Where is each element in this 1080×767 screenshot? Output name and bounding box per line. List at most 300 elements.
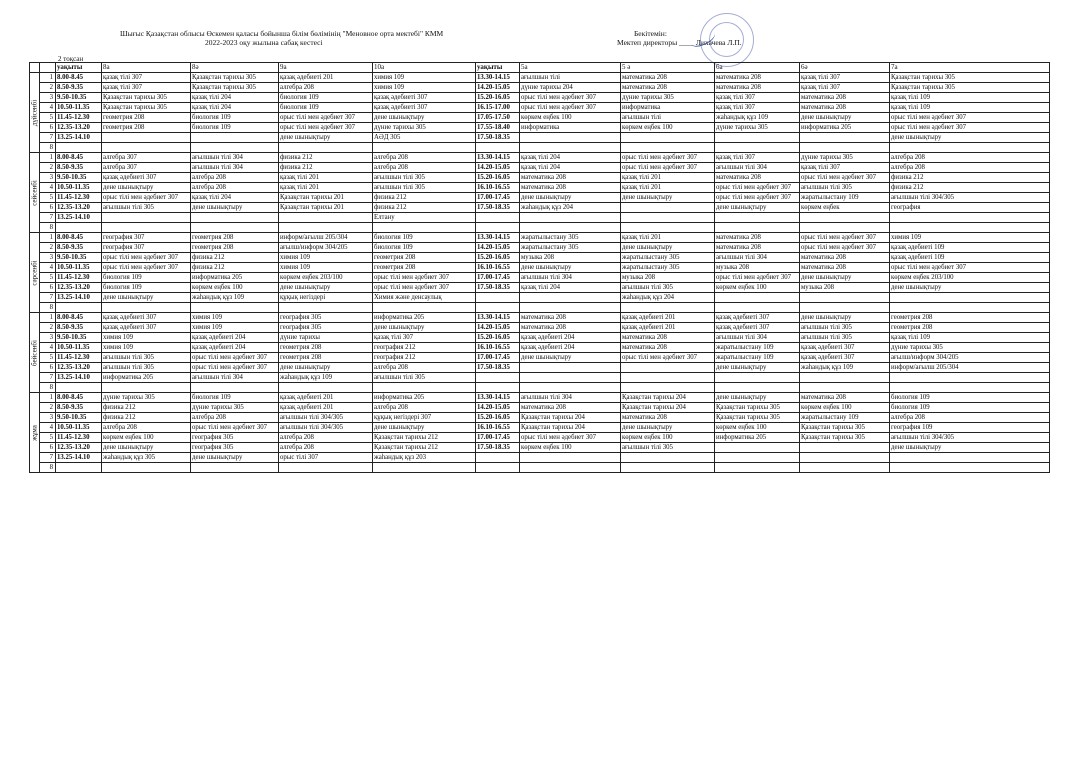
table-row — [30, 103, 1050, 113]
lesson-cell: Қазақстан тарихы 212 — [373, 443, 476, 453]
lesson-cell — [715, 143, 800, 153]
table-row — [30, 393, 1050, 403]
lesson-cell: жаһандық құз 204 — [520, 203, 621, 213]
lesson-cell: дене шынықтыру — [191, 453, 279, 463]
lesson-cell: Қазақстан тарихы 305 — [800, 433, 890, 443]
table-row — [30, 213, 1050, 223]
lesson-cell: физика 212 — [373, 193, 476, 203]
lesson-number: 8 — [40, 223, 56, 233]
lesson-cell: көркем еңбек 203/100 — [279, 273, 373, 283]
lesson-cell — [373, 143, 476, 153]
lesson-number: 5 — [40, 433, 56, 443]
day-name: дүйсенбі — [30, 99, 38, 126]
lesson-number: 2 — [40, 403, 56, 413]
table-row — [30, 293, 1050, 303]
table-row — [30, 373, 1050, 383]
time-slot-1 — [56, 143, 102, 153]
lesson-number: 3 — [40, 413, 56, 423]
lesson-cell: қазақ тілі 307 — [800, 163, 890, 173]
lesson-cell: жаратылыстану 109 — [715, 353, 800, 363]
lesson-cell: математика 208 — [800, 253, 890, 263]
lesson-cell: қазақ әдебиеті 307 — [102, 173, 191, 183]
lesson-cell: орыс тілі мен әдебиет 307 — [621, 163, 715, 173]
lesson-cell: алгебра 208 — [279, 433, 373, 443]
lesson-cell: орыс тілі мен әдебиет 307 — [191, 363, 279, 373]
lesson-cell: химия 109 — [279, 263, 373, 273]
table-row — [30, 343, 1050, 353]
lesson-number: 4 — [40, 423, 56, 433]
lesson-cell: биология 109 — [890, 393, 1050, 403]
lesson-cell: геометрия 208 — [191, 243, 279, 253]
time-slot-1: 9.50-10.35 — [56, 173, 102, 183]
lesson-cell — [800, 223, 890, 233]
lesson-cell — [715, 373, 800, 383]
lesson-cell: ағылшын тілі 304/305 — [890, 433, 1050, 443]
lesson-cell: геометрия 208 — [890, 323, 1050, 333]
table-row — [30, 83, 1050, 93]
lesson-cell: ағылшын тілі 305 — [621, 283, 715, 293]
time-slot-2: 16.15-17.00 — [476, 103, 520, 113]
time-slot-2: 15.20-16.05 — [476, 253, 520, 263]
time-slot-2: 17.00-17.45 — [476, 193, 520, 203]
lesson-cell — [621, 463, 715, 473]
lesson-cell: биология 109 — [191, 393, 279, 403]
time-slot-1: 13.25-14.10 — [56, 133, 102, 143]
lesson-number: 1 — [40, 153, 56, 163]
day-name: сәрсенбі — [30, 259, 38, 286]
header-cell-empty — [30, 63, 40, 73]
lesson-cell — [102, 303, 191, 313]
lesson-number: 1 — [40, 313, 56, 323]
table-row — [30, 363, 1050, 373]
time-slot-2: 16.10-16.55 — [476, 183, 520, 193]
lesson-cell: қазақ тілі 204 — [191, 193, 279, 203]
lesson-cell — [191, 213, 279, 223]
time-slot-1: 8.00-8.45 — [56, 393, 102, 403]
lesson-cell: алгебра 208 — [890, 413, 1050, 423]
lesson-cell: дене шынықтыру — [890, 443, 1050, 453]
time-slot-1: 8.50-9.35 — [56, 83, 102, 93]
lesson-cell: қазақ тілі 109 — [890, 93, 1050, 103]
lesson-cell: алгебра 208 — [373, 153, 476, 163]
lesson-cell: ағылшын тілі — [520, 73, 621, 83]
time-slot-2: 17.50-18.35 — [476, 283, 520, 293]
lesson-number: 2 — [40, 323, 56, 333]
lesson-cell: физика 212 — [102, 413, 191, 423]
lesson-cell: дене шынықтыру — [279, 133, 373, 143]
lesson-cell: жаһандық құз 109 — [715, 113, 800, 123]
lesson-cell: орыс тілі мен әдебиет 307 — [890, 113, 1050, 123]
lesson-cell — [191, 463, 279, 473]
column-header: 6ә — [800, 63, 890, 73]
lesson-cell: қазақ тілі 307 — [373, 333, 476, 343]
lesson-cell: ағылшын тілі 304 — [191, 153, 279, 163]
lesson-cell: дене шынықтыру — [279, 363, 373, 373]
lesson-cell: дене шынықтыру — [102, 183, 191, 193]
lesson-cell: дене шынықтыру — [520, 353, 621, 363]
lesson-cell: физика 212 — [373, 203, 476, 213]
lesson-cell: математика 208 — [520, 323, 621, 333]
table-row — [30, 263, 1050, 273]
time-slot-1: 8.00-8.45 — [56, 313, 102, 323]
time-slot-2: 15.20-16.05 — [476, 333, 520, 343]
lesson-cell: қазақ тілі 201 — [279, 173, 373, 183]
lesson-cell: қазақ әдебиеті 204 — [520, 333, 621, 343]
day-label — [30, 393, 40, 473]
lesson-cell: қазақ әдебиеті 204 — [191, 343, 279, 353]
lesson-number: 6 — [40, 123, 56, 133]
lesson-cell: қазақ әдебиеті 204 — [191, 333, 279, 343]
lesson-cell — [102, 223, 191, 233]
lesson-cell: жаратылыстану 109 — [800, 193, 890, 203]
lesson-cell — [800, 133, 890, 143]
lesson-cell: ағылшын тілі 305 — [373, 373, 476, 383]
lesson-cell: орыс тілі мен әдебиет 307 — [520, 433, 621, 443]
lesson-cell: биология 109 — [191, 113, 279, 123]
lesson-number: 2 — [40, 83, 56, 93]
lesson-cell: жаһандық құз 109 — [279, 373, 373, 383]
time-slot-2 — [476, 373, 520, 383]
lesson-cell — [800, 373, 890, 383]
lesson-cell: химия 109 — [890, 233, 1050, 243]
lesson-cell: жаһандық құз 109 — [800, 363, 890, 373]
lesson-cell — [520, 453, 621, 463]
lesson-cell — [890, 213, 1050, 223]
lesson-cell — [102, 213, 191, 223]
lesson-cell: информ/ағылш 205/304 — [279, 233, 373, 243]
table-row — [30, 333, 1050, 343]
lesson-cell — [520, 463, 621, 473]
lesson-cell: математика 208 — [800, 263, 890, 273]
lesson-cell: дене шынықтыру — [520, 193, 621, 203]
lesson-cell: дене шынықтыру — [191, 203, 279, 213]
lesson-cell: дене шынықтыру — [279, 283, 373, 293]
lesson-cell: Елтану — [373, 213, 476, 223]
time-slot-2: 17.00-17.45 — [476, 433, 520, 443]
lesson-cell: Қазақстан тарихы 305 — [800, 423, 890, 433]
lesson-number: 6 — [40, 283, 56, 293]
lesson-cell — [373, 303, 476, 313]
lesson-number: 4 — [40, 263, 56, 273]
lesson-cell: қазақ тілі 307 — [715, 153, 800, 163]
lesson-cell — [715, 133, 800, 143]
time-slot-1: 10.50-11.35 — [56, 263, 102, 273]
lesson-cell: қазақ әдебиеті 201 — [621, 313, 715, 323]
time-slot-2 — [476, 303, 520, 313]
lesson-cell: дене шынықтыру — [621, 423, 715, 433]
lesson-cell — [279, 383, 373, 393]
column-header: 8а — [102, 63, 191, 73]
time-slot-2: 13.30-14.15 — [476, 73, 520, 83]
lesson-cell: дүние тарихы 305 — [191, 403, 279, 413]
lesson-number: 8 — [40, 383, 56, 393]
lesson-cell: дүние тарихы 305 — [373, 123, 476, 133]
approve-line: Мектеп директоры ____ Лихачева Л.П. — [617, 38, 742, 47]
lesson-cell: физика 212 — [890, 173, 1050, 183]
day-name: сейсенбі — [30, 179, 38, 206]
lesson-cell: алгебра 208 — [890, 163, 1050, 173]
lesson-cell: математика 208 — [621, 413, 715, 423]
lesson-cell: информ/ағылш 205/304 — [890, 363, 1050, 373]
lesson-cell: дене шынықтыру — [890, 133, 1050, 143]
lesson-cell: география 212 — [373, 343, 476, 353]
lesson-cell — [520, 293, 621, 303]
lesson-cell: қазақ әдебиеті 201 — [279, 393, 373, 403]
lesson-cell: алгебра 208 — [890, 153, 1050, 163]
lesson-cell — [800, 213, 890, 223]
lesson-cell: жаһандық құз 203 — [373, 453, 476, 463]
lesson-cell: көркем еңбек 100 — [800, 403, 890, 413]
day-label — [30, 313, 40, 393]
time-slot-2: 14.20-15.05 — [476, 163, 520, 173]
lesson-number: 4 — [40, 183, 56, 193]
lesson-cell: Қазақстан тарихы 305 — [102, 93, 191, 103]
lesson-cell — [621, 223, 715, 233]
table-row — [30, 133, 1050, 143]
lesson-number: 3 — [40, 173, 56, 183]
lesson-cell: математика 208 — [621, 83, 715, 93]
lesson-cell: құқық негіздері 307 — [373, 413, 476, 423]
column-header: 6а — [715, 63, 800, 73]
day-name: жұма — [30, 424, 38, 441]
lesson-cell: дене шынықтыру — [800, 273, 890, 283]
time-slot-1: 8.00-8.45 — [56, 153, 102, 163]
lesson-cell: ағылшын тілі 305 — [102, 363, 191, 373]
table-header-row — [30, 63, 1050, 73]
lesson-cell — [715, 463, 800, 473]
time-slot-2 — [476, 143, 520, 153]
lesson-cell: жаратылыстану 305 — [621, 263, 715, 273]
lesson-cell — [191, 143, 279, 153]
lesson-cell: Қазақстан тарихы 212 — [373, 433, 476, 443]
lesson-cell: химия 109 — [373, 73, 476, 83]
lesson-cell: физика 212 — [890, 183, 1050, 193]
lesson-cell: орыс тілі мен әдебиет 307 — [800, 233, 890, 243]
lesson-cell: қазақ тілі 307 — [102, 83, 191, 93]
time-slot-2: 15.20-16.05 — [476, 413, 520, 423]
time-slot-1: 10.50-11.35 — [56, 103, 102, 113]
time-slot-2: 14.20-15.05 — [476, 323, 520, 333]
lesson-cell: қазақ әдебиеті 201 — [279, 403, 373, 413]
lesson-cell: ағылшын тілі 304 — [520, 273, 621, 283]
column-header: 7а — [890, 63, 1050, 73]
time-slot-2: 14.20-15.05 — [476, 243, 520, 253]
lesson-cell: география 307 — [102, 233, 191, 243]
time-slot-1: 11.45-12.30 — [56, 433, 102, 443]
lesson-cell: орыс тілі мен әдебиет 307 — [890, 263, 1050, 273]
lesson-cell: дене шынықтыру — [373, 323, 476, 333]
lesson-cell: дүние тарихы 305 — [621, 93, 715, 103]
time-slot-1: 10.50-11.35 — [56, 423, 102, 433]
lesson-cell: информатика — [621, 103, 715, 113]
lesson-cell: орыс тілі мен әдебиет 307 — [715, 193, 800, 203]
lesson-cell: информатика 205 — [102, 373, 191, 383]
table-row — [30, 73, 1050, 83]
lesson-cell: орыс тілі мен әдебиет 307 — [191, 423, 279, 433]
lesson-cell: математика 208 — [520, 313, 621, 323]
lesson-cell: орыс тілі мен әдебиет 307 — [279, 123, 373, 133]
day-name: бейсенбі — [30, 339, 38, 366]
lesson-number: 1 — [40, 233, 56, 243]
lesson-cell — [279, 143, 373, 153]
time-slot-2: 13.30-14.15 — [476, 153, 520, 163]
table-row — [30, 383, 1050, 393]
lesson-number: 8 — [40, 143, 56, 153]
lesson-cell: алгебра 208 — [373, 403, 476, 413]
time-slot-2 — [476, 213, 520, 223]
lesson-cell — [715, 213, 800, 223]
lesson-cell: геометрия 208 — [191, 233, 279, 243]
lesson-cell — [715, 443, 800, 453]
lesson-cell: жаһандық құз 109 — [191, 293, 279, 303]
lesson-cell: орыс тілі мен әдебиет 307 — [102, 253, 191, 263]
time-slot-2: 13.30-14.15 — [476, 313, 520, 323]
column-header: 5 ә — [621, 63, 715, 73]
lesson-cell: Қазақстан тарихы 305 — [715, 403, 800, 413]
lesson-cell: алгебра 208 — [279, 443, 373, 453]
lesson-cell: ағылшын тілі 305 — [800, 323, 890, 333]
lesson-cell — [520, 373, 621, 383]
lesson-number: 6 — [40, 363, 56, 373]
time-slot-1: 8.50-9.35 — [56, 243, 102, 253]
lesson-cell: информатика 205 — [191, 273, 279, 283]
day-label — [30, 153, 40, 233]
lesson-number: 5 — [40, 273, 56, 283]
lesson-cell: ағылшын тілі 304/305 — [279, 423, 373, 433]
time-slot-1 — [56, 463, 102, 473]
lesson-number: 2 — [40, 243, 56, 253]
lesson-cell: информатика 205 — [800, 123, 890, 133]
lesson-cell: геометрия 208 — [890, 313, 1050, 323]
lesson-cell: орыс тілі мен әдебиет 307 — [621, 353, 715, 363]
lesson-cell — [102, 133, 191, 143]
time-slot-1: 13.25-14.10 — [56, 213, 102, 223]
lesson-number: 7 — [40, 213, 56, 223]
lesson-cell — [800, 303, 890, 313]
lesson-cell — [520, 363, 621, 373]
lesson-cell: қазақ әдебиеті 307 — [373, 93, 476, 103]
lesson-cell: информатика 205 — [715, 433, 800, 443]
column-header: 8ә — [191, 63, 279, 73]
lesson-cell: қазақ тілі 204 — [520, 283, 621, 293]
lesson-cell: орыс тілі мен әдебиет 307 — [890, 123, 1050, 133]
table-row — [30, 203, 1050, 213]
lesson-cell — [191, 223, 279, 233]
lesson-cell: Қазақстан тарихы 204 — [621, 403, 715, 413]
lesson-cell — [890, 293, 1050, 303]
time-slot-2 — [476, 223, 520, 233]
time-slot-2: 16.10-16.55 — [476, 263, 520, 273]
table-row — [30, 113, 1050, 123]
lesson-cell: биология 109 — [102, 273, 191, 283]
lesson-cell: АӘД 305 — [373, 133, 476, 143]
table-row — [30, 423, 1050, 433]
lesson-cell: геометрия 208 — [373, 253, 476, 263]
time-slot-1: 8.50-9.35 — [56, 323, 102, 333]
lesson-cell: жаһандық құз 204 — [621, 293, 715, 303]
lesson-cell: Қазақстан тарихы 201 — [279, 193, 373, 203]
time-slot-2: 16.10-16.55 — [476, 423, 520, 433]
lesson-cell: география 305 — [279, 323, 373, 333]
time-slot-1: 11.45-12.30 — [56, 273, 102, 283]
header-cell-empty — [40, 63, 56, 73]
lesson-number: 1 — [40, 393, 56, 403]
lesson-cell: алгебра 208 — [191, 413, 279, 423]
time-slot-1: 9.50-10.35 — [56, 333, 102, 343]
lesson-number: 4 — [40, 343, 56, 353]
lesson-cell: жаһандық құз 305 — [102, 453, 191, 463]
time-slot-2: 17.50-18.35 — [476, 203, 520, 213]
time-slot-2: 17.50-18.35 — [476, 133, 520, 143]
lesson-cell — [715, 223, 800, 233]
lesson-cell — [890, 383, 1050, 393]
lesson-cell: химия 109 — [279, 253, 373, 263]
lesson-cell: ағылшын тілі 304 — [191, 373, 279, 383]
lesson-cell: дүние тарихы 305 — [102, 393, 191, 403]
lesson-number: 1 — [40, 73, 56, 83]
lesson-cell: қазақ тілі 109 — [890, 103, 1050, 113]
time-slot-1: 10.50-11.35 — [56, 343, 102, 353]
time-slot-2 — [476, 453, 520, 463]
lesson-cell — [890, 303, 1050, 313]
lesson-cell: ағылшын тілі — [621, 113, 715, 123]
time-slot-1: 8.00-8.45 — [56, 233, 102, 243]
lesson-cell: география 305 — [279, 313, 373, 323]
lesson-cell: алгебра 208 — [191, 183, 279, 193]
time-slot-1: 8.50-9.35 — [56, 163, 102, 173]
lesson-cell — [800, 443, 890, 453]
lesson-cell — [520, 133, 621, 143]
column-header: 9а — [279, 63, 373, 73]
table-row — [30, 253, 1050, 263]
table-row — [30, 223, 1050, 233]
lesson-cell: Қазақстан тарихы 201 — [279, 203, 373, 213]
lesson-cell: ағылшын тілі 304 — [715, 253, 800, 263]
lesson-cell: орыс тілі мен әдебиет 307 — [279, 113, 373, 123]
lesson-cell: математика 208 — [520, 183, 621, 193]
lesson-cell — [621, 363, 715, 373]
time-slot-1: 9.50-10.35 — [56, 93, 102, 103]
lesson-cell: биология 109 — [279, 103, 373, 113]
lesson-cell: орыс тілі мен әдебиет 307 — [715, 273, 800, 283]
lesson-cell: биология 109 — [191, 123, 279, 133]
lesson-cell: Қазақстан тарихы 305 — [191, 83, 279, 93]
time-slot-2: 13.30-14.15 — [476, 233, 520, 243]
table-row — [30, 143, 1050, 153]
lesson-cell — [890, 453, 1050, 463]
lesson-cell: дене шынықтыру — [715, 363, 800, 373]
lesson-cell — [520, 213, 621, 223]
lesson-cell: қазақ әдебиеті 109 — [890, 243, 1050, 253]
time-slot-1: 9.50-10.35 — [56, 413, 102, 423]
lesson-cell: орыс тілі мен әдебиет 307 — [191, 353, 279, 363]
lesson-cell: ағылшын тілі 304 — [520, 393, 621, 403]
lesson-cell — [520, 143, 621, 153]
lesson-cell: қазақ тілі 307 — [800, 83, 890, 93]
table-row — [30, 313, 1050, 323]
time-slot-2: 16.10-16.55 — [476, 343, 520, 353]
lesson-cell: ағылшын тілі 305 — [102, 203, 191, 213]
table-row — [30, 453, 1050, 463]
lesson-cell: қазақ әдебиеті 307 — [715, 323, 800, 333]
time-slot-2: 15.20-16.05 — [476, 93, 520, 103]
time-slot-2 — [476, 293, 520, 303]
lesson-cell: ағылшын тілі 304 — [715, 333, 800, 343]
lesson-cell — [102, 463, 191, 473]
table-row — [30, 153, 1050, 163]
lesson-cell: қазақ тілі 201 — [621, 183, 715, 193]
lesson-number: 7 — [40, 293, 56, 303]
